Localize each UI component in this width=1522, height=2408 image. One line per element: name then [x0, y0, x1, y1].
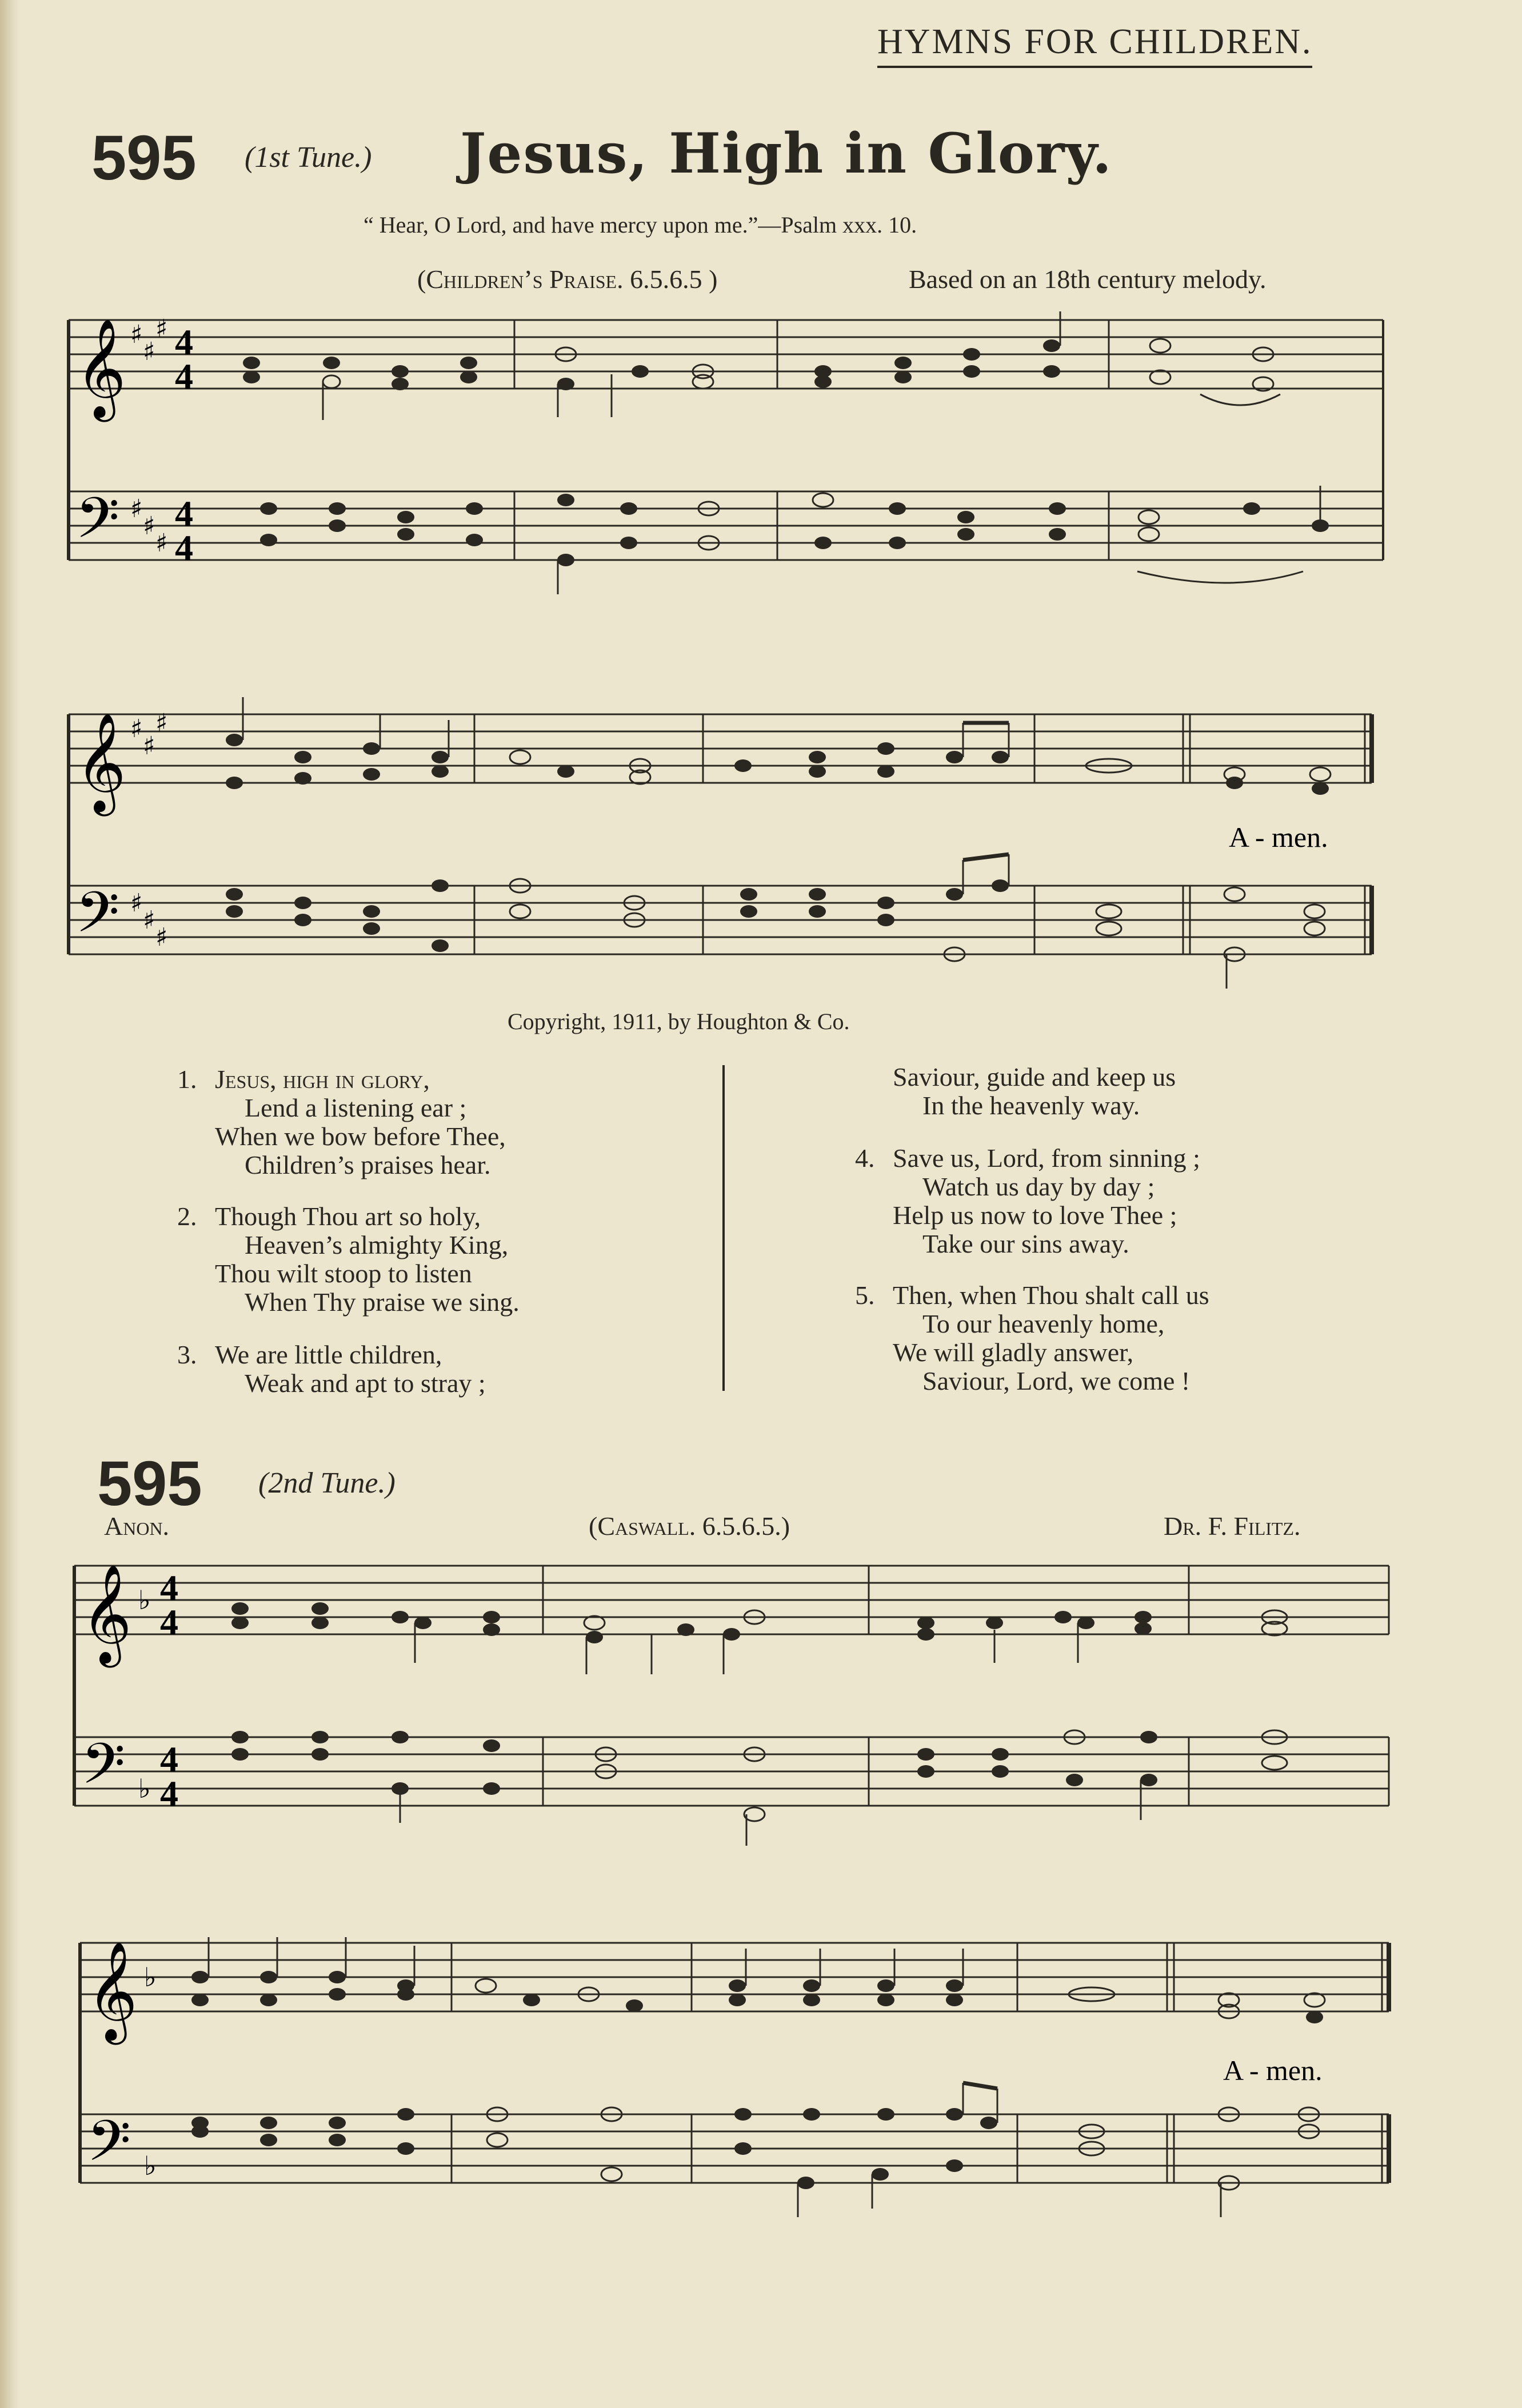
svg-text:4: 4: [175, 356, 193, 397]
verse-3-part-2: [855, 1063, 1369, 1120]
amen-lyric-2: A - men.: [1223, 2054, 1323, 2086]
staff-bass: [69, 886, 1372, 954]
slur: [1200, 394, 1280, 405]
bass-clef-icon: 𝄢: [81, 1731, 126, 1811]
verse-number: 5.: [855, 1281, 875, 1310]
hymn-number-2: 595: [97, 1449, 202, 1519]
svg-text:4: 4: [175, 322, 193, 362]
column-divider: [722, 1065, 725, 1391]
flat-icon: ♭: [144, 2150, 157, 2181]
tune1-system2: [63, 709, 1389, 989]
verse-5: [855, 1281, 1369, 1395]
tune2-system1: [69, 1566, 1395, 1851]
time-signature: [175, 322, 193, 568]
time-signature: [160, 1567, 178, 1814]
verse-line: In the heavenly way.: [922, 1091, 1140, 1120]
verse-2: [177, 1202, 692, 1317]
verse-4: [855, 1144, 1369, 1258]
sharp-icon: ♯: [143, 731, 155, 761]
tune-name-2: (Caswall. 6.5.6.5.): [589, 1511, 790, 1541]
staff-treble: [74, 1566, 1389, 1634]
sharp-icon: ♯: [155, 314, 168, 343]
verse-line: Weak and apt to stray ;: [245, 1369, 486, 1398]
amen-lyric-1: A - men.: [1229, 821, 1328, 853]
verse-line: Help us now to love Thee ;: [893, 1201, 1177, 1230]
notes-bass: [260, 493, 1329, 566]
sharp-icon: ♯: [155, 923, 168, 952]
notes-treble: [191, 1971, 1325, 2023]
verse-line: When Thy praise we sing.: [245, 1287, 520, 1317]
verse-line: Then, when Thou shalt call us: [893, 1281, 1209, 1310]
bass-clef-icon: 𝄢: [75, 486, 120, 565]
notes-treble: [243, 339, 1273, 391]
epigraph: “ Hear, O Lord, and have mercy upon me.”—Psalm xxx. 10.: [363, 212, 917, 238]
treble-clef-icon: 𝄞: [87, 1941, 138, 2041]
key-signature-sharps: [130, 709, 167, 952]
svg-text:4: 4: [160, 1773, 178, 1814]
stems: [209, 1937, 1221, 2217]
stems: [400, 1623, 1141, 1846]
notes-bass: [231, 1730, 1287, 1821]
sharp-icon: ♯: [143, 337, 155, 366]
hymn-number: 595: [91, 123, 197, 193]
sharp-icon: ♯: [130, 320, 143, 349]
flat-icon: ♭: [138, 1773, 151, 1804]
verse-line: When we bow before Thee,: [215, 1122, 506, 1151]
verse-line: To our heavenly home,: [922, 1309, 1165, 1338]
sharp-icon: ♯: [143, 906, 155, 935]
verse-line: Children’s praises hear.: [245, 1150, 491, 1179]
verse-line: Heaven’s almighty King,: [245, 1230, 509, 1259]
flat-icon: ♭: [138, 1585, 151, 1615]
verse-number: 1.: [177, 1065, 197, 1094]
tune-tag-1: (1st Tune.): [245, 141, 372, 174]
verse-number: 2.: [177, 1202, 197, 1231]
verse-line: We will gladly answer,: [893, 1338, 1134, 1367]
staff-bass: [69, 491, 1383, 560]
composer-left: Anon.: [104, 1511, 170, 1541]
verse-1: [177, 1065, 692, 1179]
copyright-notice: Copyright, 1911, by Houghton & Co.: [508, 1009, 850, 1034]
tune-name-1: (Children’s Praise. 6.5.6.5 ): [417, 265, 718, 294]
verse-line: Saviour, Lord, we come !: [922, 1366, 1191, 1395]
svg-text:4: 4: [160, 1739, 178, 1779]
tune1-system1: [63, 314, 1389, 606]
staff-treble: [69, 714, 1372, 783]
verse-number: 3.: [177, 1340, 197, 1369]
sharp-icon: ♯: [155, 709, 168, 738]
verse-number: 4.: [855, 1143, 875, 1173]
verse-3-part-1: [177, 1341, 692, 1398]
treble-clef-icon: 𝄞: [75, 318, 126, 418]
tune2-system2: [74, 1943, 1400, 2229]
slur: [1137, 571, 1303, 583]
flat-icon: ♭: [144, 1962, 157, 1993]
staff-bass: [74, 1737, 1389, 1806]
staff-treble: [69, 320, 1383, 389]
verse-line: Thou wilt stoop to listen: [215, 1259, 472, 1288]
sharp-icon: ♯: [143, 511, 155, 541]
verse-line: Though Thou art so holy,: [215, 1202, 481, 1231]
sharp-icon: ♯: [130, 714, 143, 743]
bass-clef-icon: 𝄢: [75, 880, 120, 959]
tune-tag-2: (2nd Tune.): [258, 1467, 396, 1499]
bass-clef-icon: 𝄢: [87, 2109, 131, 2188]
verse-line: We are little children,: [215, 1340, 442, 1369]
verse-line: Save us, Lord, from sinning ;: [893, 1143, 1200, 1173]
verse-line: Take our sins away.: [922, 1229, 1129, 1258]
barlines: [543, 1566, 1389, 1806]
svg-text:4: 4: [175, 527, 193, 568]
book-spine-shadow: [0, 0, 19, 2408]
treble-clef-icon: 𝄞: [75, 713, 126, 812]
composer-right: Dr. F. Filitz.: [1164, 1511, 1301, 1541]
sharp-icon: ♯: [130, 494, 143, 523]
barlines: [514, 320, 1109, 560]
verse-line: Jesus, high in glory,: [215, 1065, 430, 1094]
svg-text:4: 4: [175, 493, 193, 534]
hymn-title: Jesus, High in Glory.: [460, 121, 1113, 186]
sharp-icon: ♯: [155, 529, 168, 558]
verse-line: Lend a listening ear ;: [245, 1093, 467, 1122]
key-signature-sharps: [130, 314, 167, 558]
notes-treble: [226, 734, 1331, 795]
verse-line: Saviour, guide and keep us: [893, 1062, 1176, 1091]
verse-line: Watch us day by day ;: [922, 1172, 1155, 1201]
svg-text:4: 4: [160, 1567, 178, 1608]
sharp-icon: ♯: [130, 889, 143, 918]
melody-source: Based on an 18th century melody.: [909, 265, 1267, 294]
treble-clef-icon: 𝄞: [81, 1564, 132, 1663]
running-head: HYMNS FOR CHILDREN.: [877, 22, 1312, 68]
stems: [243, 697, 1227, 989]
notes-treble: [231, 1602, 1287, 1643]
svg-text:4: 4: [160, 1602, 178, 1642]
